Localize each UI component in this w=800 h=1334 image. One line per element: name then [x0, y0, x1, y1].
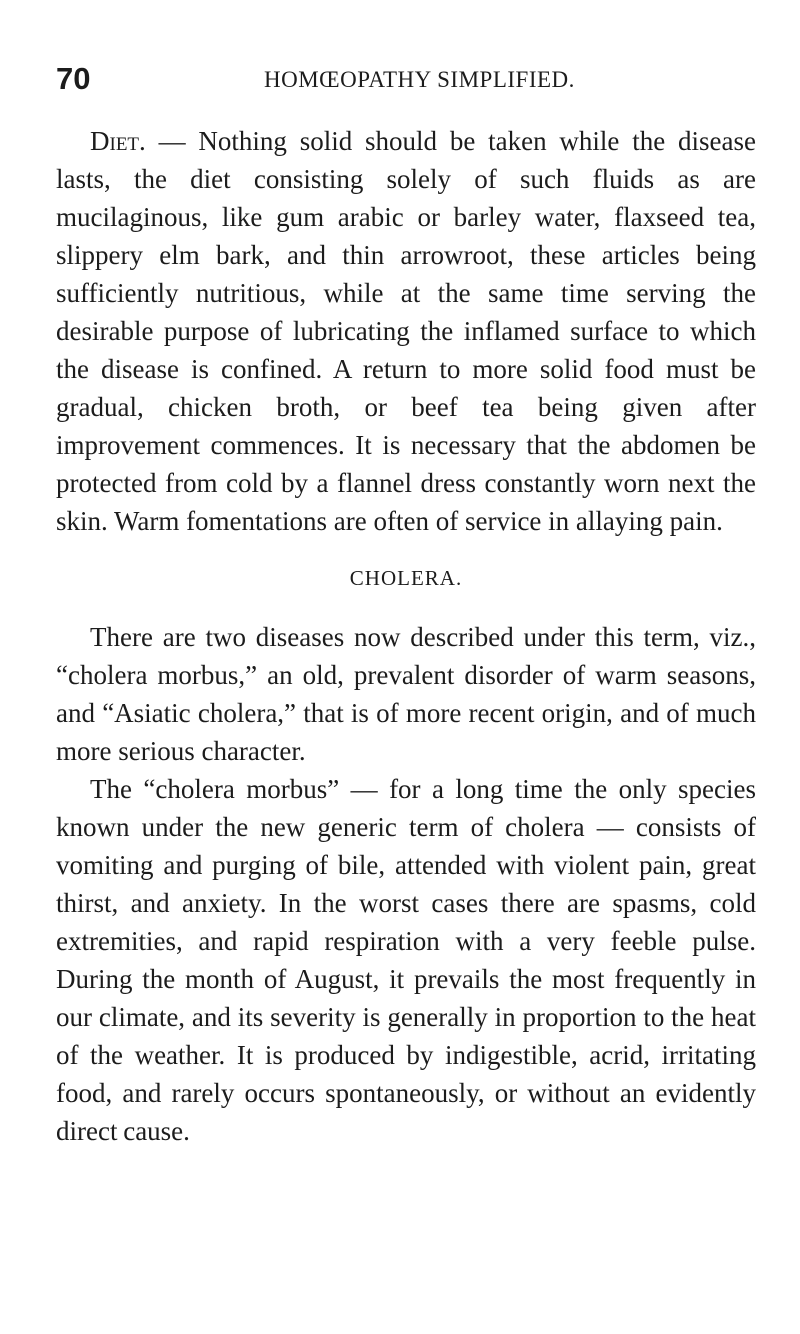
running-title: HOMŒOPATHY SIMPLIFIED. — [264, 67, 575, 92]
running-head — [56, 62, 756, 96]
section-heading-cholera: CHOLERA. — [349, 566, 463, 590]
cholera-paragraph-1: There are two diseases now described under this term, viz., “cholera morbus,” an old, prevalent disorder of warm seasons, and “Asiatic cholera,” that is of more recent origin, and of much more serious character. — [56, 622, 756, 766]
cholera-paragraph-2: The “cholera morbus” — for a long time the only species known under the new generic term of cholera — consists of vomiting and purging of bile, attended with violent pain, great thirst, and anxiety. In the worst cases there are spasms, cold extremities, and rapid respiration with a very feeble pulse. During the month of August, it prevails the most frequently in our climate, and its severity is generally in proportion to the heat of the weather. It is produced by indigestible, acrid, irritating food, and rarely occurs spontaneously, or without an evidently direct cause. — [56, 774, 756, 1146]
diet-paragraph — [56, 122, 756, 540]
page-number: 70 — [56, 61, 91, 96]
diet-text: — Nothing solid should be taken while the disease lasts, the diet consisting solely of such fluids as are mucilaginous, like gum arabic or barley water, flaxseed tea, slippery elm bark, and thin arrowroot, these articles being sufficiently nutritious, while at the same time serving the desirable purpose of lubricating the inflamed surface to which the disease is confined. A return to more solid food must be gradual, chicken broth, or beef tea being given after improvement commences. It is necessary that the abdomen be protected from cold by a flannel dress constantly worn next the skin. Warm fomentations are often of service in allaying pain. — [56, 126, 756, 536]
diet-lead: Diet. — [90, 126, 146, 156]
body-text — [56, 122, 756, 1150]
